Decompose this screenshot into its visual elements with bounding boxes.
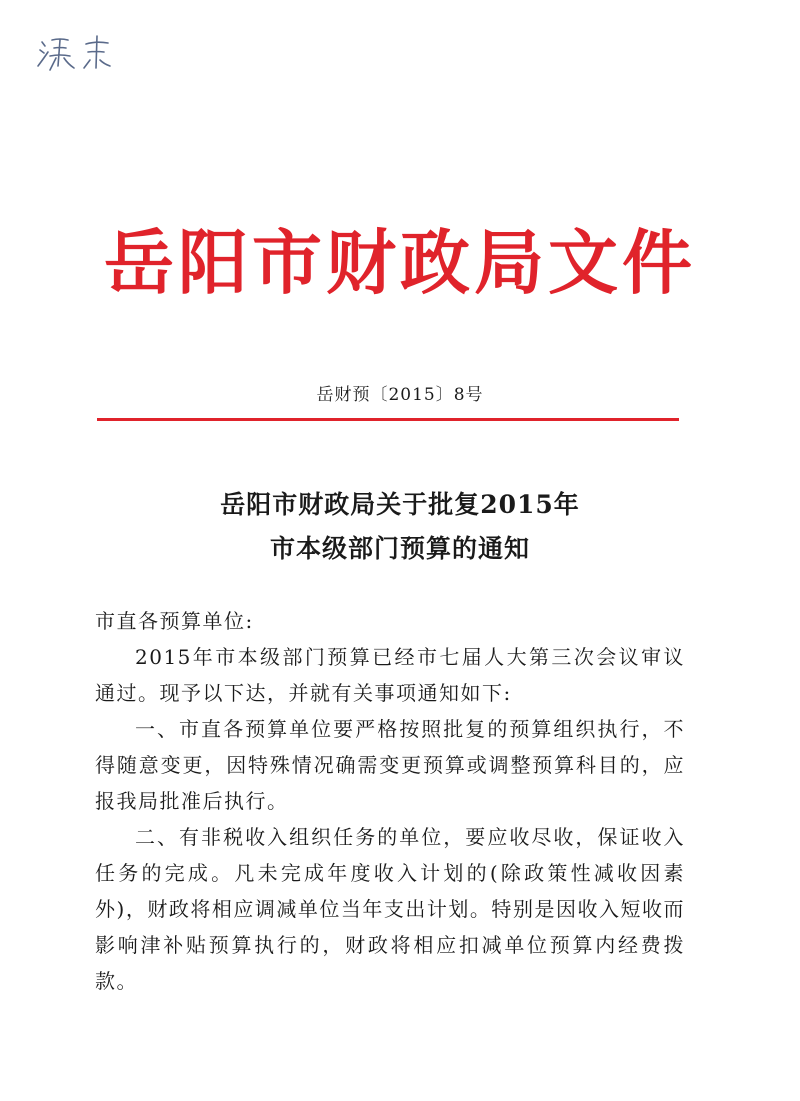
paragraph-2: 一、市直各预算单位要严格按照批复的预算组织执行，不得随意变更，因特殊情况确需变更预算或调整预算科目的，应报我局批准后执行。 [95, 717, 685, 813]
document-title [0, 483, 800, 571]
paragraph-1: 2015年市本级部门预算已经市七届人大第三次会议审议通过。现予以下达，并就有关事项通知如下: [95, 645, 685, 705]
document-body [95, 603, 685, 999]
title-line-1: 岳阳市财政局关于批复2015年 [220, 490, 580, 519]
title-line-2: 市本级部门预算的通知 [269, 534, 530, 563]
document-masthead: 岳阳市财政局文件 [104, 222, 696, 304]
salutation: 市直各预算单位: [95, 609, 254, 633]
paragraph-3: 二、有非税收入组织任务的单位，要应收尽收，保证收入任务的完成。凡未完成年度收入计划的(除政策性减收因素外)，财政将相应调减单位当年支出计划。特别是因收入短收而影响津补贴预算执行的，财政将相应扣减单位预算内经费拨款。 [95, 825, 685, 993]
handwritten-signature-icon [30, 28, 140, 78]
document-number: 岳财预〔2015〕8号 [316, 385, 484, 405]
red-divider [97, 418, 679, 421]
handwritten-note [30, 28, 140, 78]
